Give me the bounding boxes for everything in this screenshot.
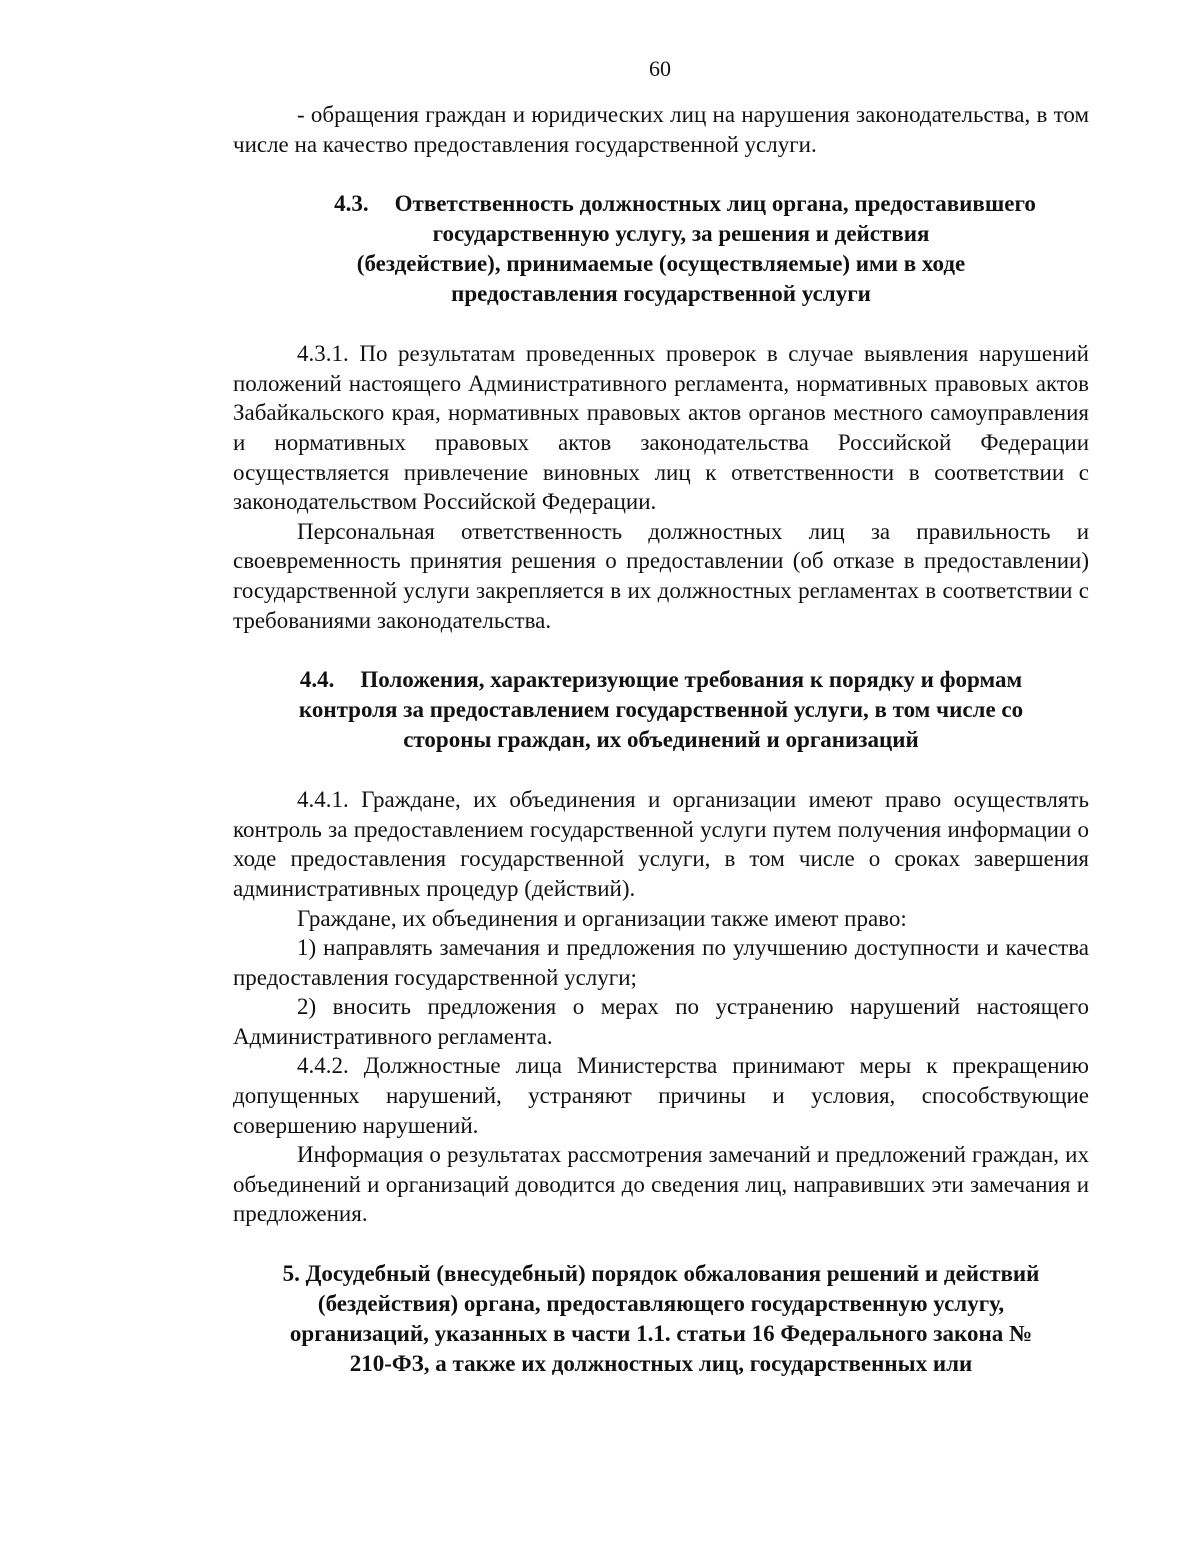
section-4-3-personal-responsibility-paragraph: Персональная ответственность должностных лиц за правильность и своевременность принятия решения о предоставлении (об отказе в предоставлении) государственной услуги закрепляется в их должностных регламентах в соответствии с требованиями законодательства. — [233, 518, 1089, 633]
section-4-4-number: 4.4. — [299, 667, 335, 693]
section-4-4-title-line1: Положения, характеризующие требования к порядку и формам — [360, 667, 1023, 693]
section-5-heading — [233, 1259, 1089, 1379]
section-4-4-1-paragraph: 4.4.1. Граждане, их объединения и организации имеют право осуществлять контроль за предоставлением государственной услуги путем получения информации о ходе предоставления государственной услуги, в том числе о сроках завершения административных процедур (действий). — [233, 787, 1089, 901]
section-4-3-title-line2: государственную услугу, за решения и действия — [432, 221, 930, 247]
section-4-4-list-item-1: 1) направлять замечания и предложения по улучшению доступности и качества предоставления государственной услуги; — [233, 935, 1089, 990]
intro-paragraph: - обращения граждан и юридических лиц на нарушения законодательства, в том числе на качество предоставления государственной услуги. — [233, 102, 1089, 157]
section-4-4-title-line3: стороны граждан, их объединений и организаций — [403, 727, 919, 753]
section-5-title-line1: 5. Досудебный (внесудебный) порядок обжалования решений и действий — [282, 1261, 1040, 1287]
section-4-3-title-line4: предоставления государственной услуги — [451, 281, 871, 307]
section-4-4-list-item-2: 2) вносить предложения о мерах по устранению нарушений настоящего Административного регламента. — [233, 994, 1089, 1049]
section-4-4-2-paragraph: 4.4.2. Должностные лица Министерства принимают меры к прекращению допущенных нарушений, устраняют причины и условия, способствующие совершению нарушений. — [233, 1053, 1089, 1138]
section-4-4-information-paragraph: Информация о результатах рассмотрения замечаний и предложений граждан, их объединений и организаций доводится до сведения лиц, направивших эти замечания и предложения. — [233, 1142, 1089, 1227]
section-4-4-title-line2: контроля за предоставлением государственной услуги, в том числе со — [298, 697, 1024, 723]
document-page — [233, 100, 1089, 1379]
section-4-3-title-line1: Ответственность должностных лиц органа, предоставившего — [394, 191, 1036, 217]
section-5-title-line3: организаций, указанных в части 1.1. статьи 16 Федерального закона № — [289, 1321, 1033, 1347]
section-4-3-number: 4.3. — [334, 191, 369, 217]
section-5-title-line2: (бездействия) органа, предоставляющего государственную услугу, — [317, 1291, 1005, 1317]
section-5-title-line4: 210-ФЗ, а также их должностных лиц, государственных или — [349, 1351, 973, 1377]
page-number: 60 — [649, 56, 671, 81]
section-4-3-title-line3: (бездействие), принимаемые (осуществляемые) ими в ходе — [356, 251, 966, 277]
section-4-4-rights-paragraph: Граждане, их объединения и организации также имеют право: — [297, 905, 907, 931]
section-4-3-heading — [233, 189, 1089, 309]
section-4-4-heading — [233, 665, 1089, 755]
section-4-3-1-paragraph: 4.3.1. По результатам проведенных проверок в случае выявления нарушений положений настоящего Административного регламента, нормативных правовых актов Забайкальского края, нормативных правовых актов органов местного самоуправления и нормативных правовых актов законодательства Российской Федерации осуществляется привлечение виновных лиц к ответственности в соответствии с законодательством Российской Федерации. — [233, 341, 1089, 515]
